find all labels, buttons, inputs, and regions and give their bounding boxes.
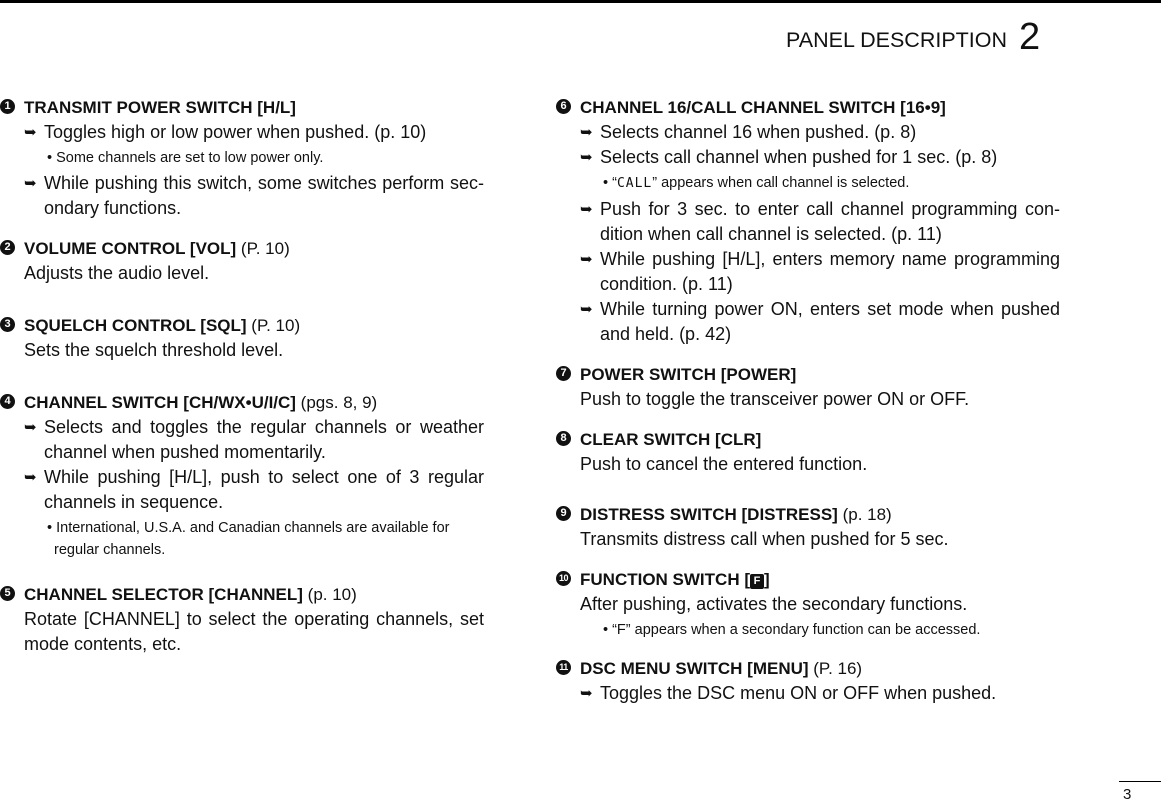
- header-title: PANEL DESCRIPTION: [786, 28, 1008, 52]
- item-description: Push to toggle the transceiver power ON or OFF.: [580, 389, 970, 409]
- function-key-icon: F: [750, 574, 764, 589]
- bullet: ➥ While pushing [H/L], push to select one of 3 regular channels in sequence.: [24, 467, 484, 512]
- item-2: [0, 237, 484, 286]
- page-header: [786, 14, 1040, 57]
- arrow-bullet-icon: ➥: [580, 124, 593, 141]
- lcd-text: CALL: [616, 176, 653, 191]
- item-title: VOLUME CONTROL [VOL] (P. 10): [24, 239, 290, 258]
- item-title: SQUELCH CONTROL [SQL] (P. 10): [24, 316, 301, 335]
- item-9: [556, 503, 1060, 552]
- arrow-bullet-icon: ➥: [580, 301, 593, 318]
- arrow-bullet-icon: ➥: [24, 124, 37, 141]
- number-badge-icon: 2: [0, 240, 15, 255]
- item-6: [556, 96, 1060, 347]
- bullet: ➥ Selects call channel when pushed for 1 sec. (p. 8): [580, 145, 1060, 170]
- arrow-bullet-icon: ➥: [580, 201, 593, 218]
- chapter-number: 2: [1019, 16, 1041, 58]
- number-badge-icon: 9: [556, 506, 571, 521]
- item-3: [0, 314, 484, 363]
- bullet: ➥ Selects and toggles the regular channels or weather channel when pushed momentarily.: [24, 417, 484, 462]
- page-number: 3: [1123, 786, 1132, 803]
- item-1: [0, 96, 484, 221]
- arrow-bullet-icon: ➥: [24, 175, 37, 192]
- number-badge-icon: 6: [556, 99, 571, 114]
- right-column: [556, 96, 1060, 722]
- item-title: CHANNEL 16/CALL CHANNEL SWITCH [16•9]: [580, 98, 946, 117]
- number-badge-icon: 5: [0, 586, 15, 601]
- arrow-bullet-icon: ➥: [580, 251, 593, 268]
- item-description: Push to cancel the entered function.: [580, 454, 868, 474]
- item-title: CLEAR SWITCH [CLR]: [580, 430, 762, 449]
- item-title: TRANSMIT POWER SWITCH [H/L]: [24, 98, 296, 117]
- arrow-bullet-icon: ➥: [580, 149, 593, 166]
- item-10: [556, 568, 1060, 641]
- number-badge-icon: 4: [0, 394, 15, 409]
- item-description: Transmits distress call when pushed for 5 sec.: [580, 529, 949, 549]
- bullet: ➥ While pushing this switch, some switches perform sec-ondary functions.: [24, 173, 484, 218]
- note: • International, U.S.A. and Canadian channels are available for regular channels.: [47, 520, 450, 558]
- page-number-rule: [1119, 781, 1161, 782]
- item-11: [556, 657, 1060, 706]
- number-badge-icon: 11: [556, 660, 571, 675]
- item-description: After pushing, activates the secondary functions.: [580, 594, 968, 614]
- bullet: ➥ While pushing [H/L], enters memory name programming condition. (p. 11): [580, 249, 1060, 294]
- note: • “CALL” appears when call channel is selected.: [603, 175, 910, 191]
- item-description: Adjusts the audio level.: [24, 263, 210, 283]
- bullet: ➥ Push for 3 sec. to enter call channel programming con-dition when call channel is selected. (p. 11): [580, 199, 1060, 244]
- left-column: [0, 96, 484, 673]
- item-4: [0, 391, 484, 561]
- item-title: CHANNEL SELECTOR [CHANNEL] (p. 10): [24, 585, 357, 604]
- item-7: [556, 363, 1060, 412]
- bullet: ➥ While turning power ON, enters set mode when pushed and held. (p. 42): [580, 299, 1060, 344]
- item-title: DSC MENU SWITCH [MENU] (P. 16): [580, 659, 863, 678]
- arrow-bullet-icon: ➥: [24, 469, 37, 486]
- item-5: [0, 583, 484, 657]
- number-badge-icon: 1: [0, 99, 15, 114]
- number-badge-icon: 3: [0, 317, 15, 332]
- bullet: ➥ Toggles the DSC menu ON or OFF when pushed.: [580, 681, 1060, 706]
- item-title: DISTRESS SWITCH [DISTRESS] (p. 18): [580, 505, 892, 524]
- item-title: POWER SWITCH [POWER]: [580, 365, 797, 384]
- number-badge-icon: 8: [556, 431, 571, 446]
- arrow-bullet-icon: ➥: [580, 685, 593, 702]
- item-title: CHANNEL SWITCH [CH/WX•U/I/C] (pgs. 8, 9): [24, 393, 378, 412]
- item-description: Sets the squelch threshold level.: [24, 340, 284, 360]
- bullet: ➥ Toggles high or low power when pushed. (p. 10): [24, 120, 484, 145]
- note: • “F” appears when a secondary function can be accessed.: [603, 622, 981, 638]
- arrow-bullet-icon: ➥: [24, 419, 37, 436]
- item-8: [556, 428, 1060, 477]
- note: • Some channels are set to low power only.: [47, 150, 324, 166]
- top-rule: [0, 0, 1161, 3]
- number-badge-icon: 7: [556, 366, 571, 381]
- item-description: Rotate [CHANNEL] to select the operating channels, set mode contents, etc.: [24, 609, 484, 654]
- bullet: ➥ Selects channel 16 when pushed. (p. 8): [580, 120, 1060, 145]
- item-title: FUNCTION SWITCH [ F ]: [580, 570, 770, 589]
- number-badge-icon: 10: [556, 571, 571, 586]
